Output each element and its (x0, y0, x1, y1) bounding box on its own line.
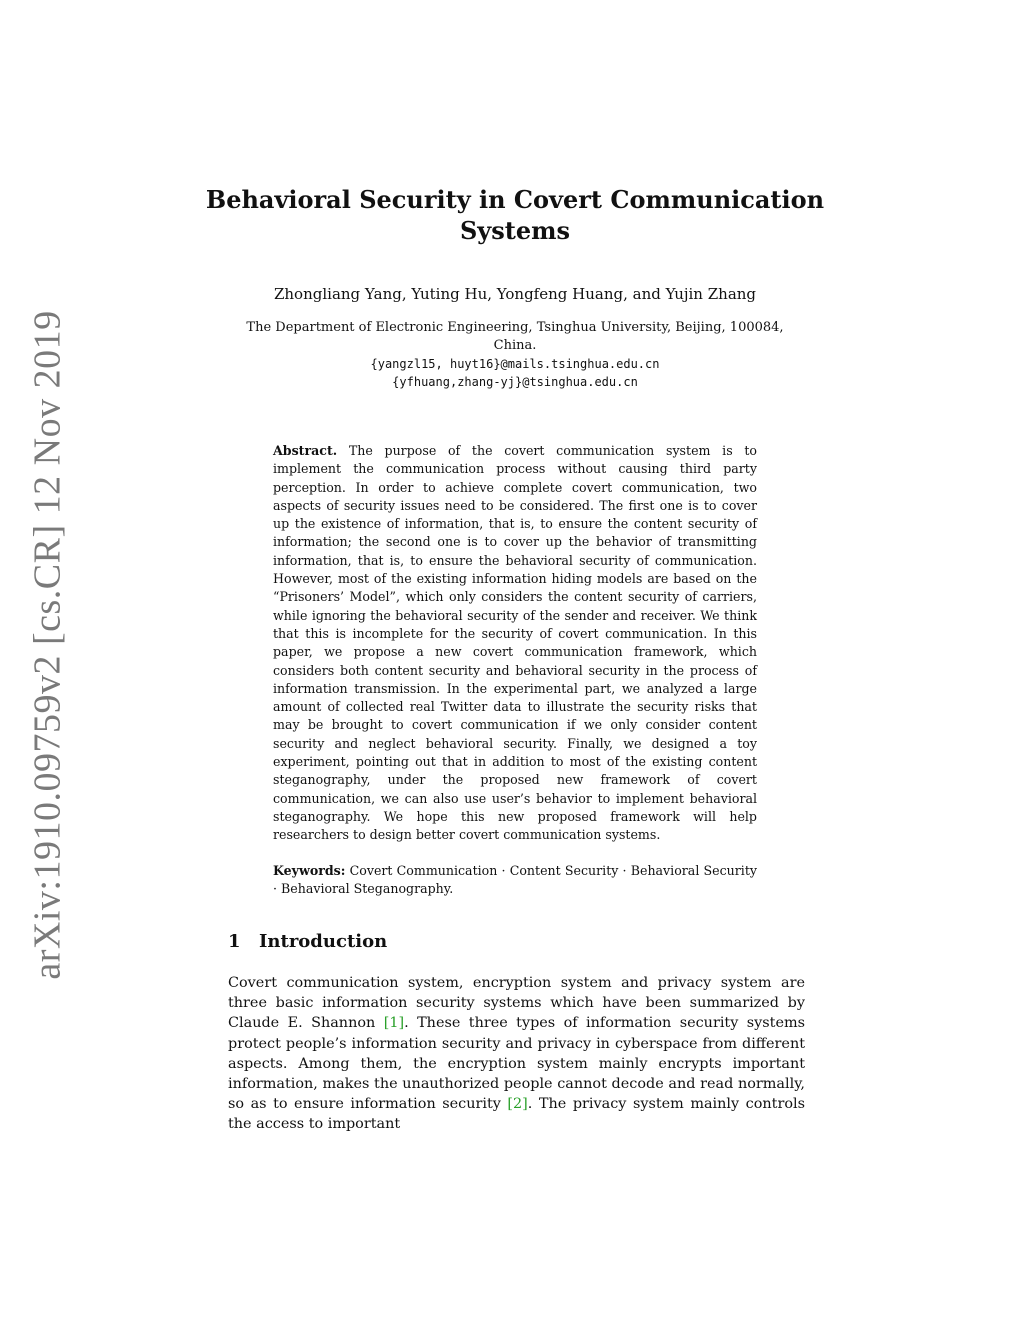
keywords-label: Keywords: (273, 863, 346, 878)
title-line-1: Behavioral Security in Covert Communication (205, 185, 825, 214)
author-list: Zhongliang Yang, Yuting Hu, Yongfeng Huang, and Yujin Zhang (273, 285, 757, 303)
intro-text-part-3: . The privacy system mainly controls the access to important (228, 1096, 805, 1133)
abstract (273, 442, 757, 845)
intro-text-part-1: Covert communication system, encryption system and privacy system are three basic information security systems which have been summarized by Claude E. Shannon (228, 975, 805, 1032)
section-number: 1 (228, 931, 241, 952)
abstract-label: Abstract. (273, 443, 338, 458)
intro-text-part-2: . These three types of information security systems protect people’s information security and privacy in cyberspace from different aspects. Among them, the encryption system mainly encrypts important information, makes the unauthorized people cannot decode and read normally, so as to ensure information security (228, 1015, 805, 1113)
introduction-paragraph (228, 973, 805, 1135)
citation-link-2[interactable]: [2] (507, 1096, 528, 1113)
arxiv-identifier: arXiv:1910.09759v2 [cs.CR] 12 Nov 2019 (27, 310, 69, 980)
affiliation-line-2: China. (493, 338, 537, 353)
email-line-2: {yfhuang,zhang-yj}@tsinghua.edu.cn (392, 375, 638, 389)
arxiv-side-stamp (18, 310, 78, 980)
keywords (273, 862, 757, 899)
affiliation-block (200, 319, 830, 391)
section-title: Introduction (259, 931, 388, 952)
section-heading-introduction (228, 931, 387, 952)
email-line-1: {yangzl15, huyt16}@mails.tsinghua.edu.cn (370, 357, 660, 371)
citation-link-1[interactable]: [1] (383, 1015, 405, 1032)
paper-title (200, 184, 830, 246)
affiliation-line-1: The Department of Electronic Engineering, Tsinghua University, Beijing, 100084, (246, 320, 784, 335)
title-line-2: Systems (459, 216, 571, 245)
abstract-text: The purpose of the covert communication system is to implement the communication process without causing third party perception. In order to achieve complete covert communication, two aspects of security issues need to be considered. The first one is to cover up the existence of information, that is, to ensure the content security of information; the second one is to cover up the behavior of transmitting information, that is, to ensure the behavioral security of communication. However, most of the existing information hiding models are based on the “Prisoners’ Model”, which only considers the content security of carriers, while ignoring the behavioral security of the sender and receiver. We think that this is incomplete for the security of covert communication. In this paper, we propose a new covert communication framework, which considers both content security and behavioral security in the process of information transmission. In the experimental part, we analyzed a large amount of collected real Twitter data to illustrate the security risks that may be brought to covert communication if we only consider content security and neglect behavioral security. Finally, we designed a toy experiment, pointing out that in addition to most of the existing content steganography, under the proposed new framework of covert communication, we can also use user’s behavior to implement behavioral steganography. We hope this new proposed framework will help researchers to design better covert communication systems. (273, 443, 757, 843)
keywords-text: Covert Communication · Content Security · Behavioral Security · Behavioral Steganography. (273, 863, 757, 897)
